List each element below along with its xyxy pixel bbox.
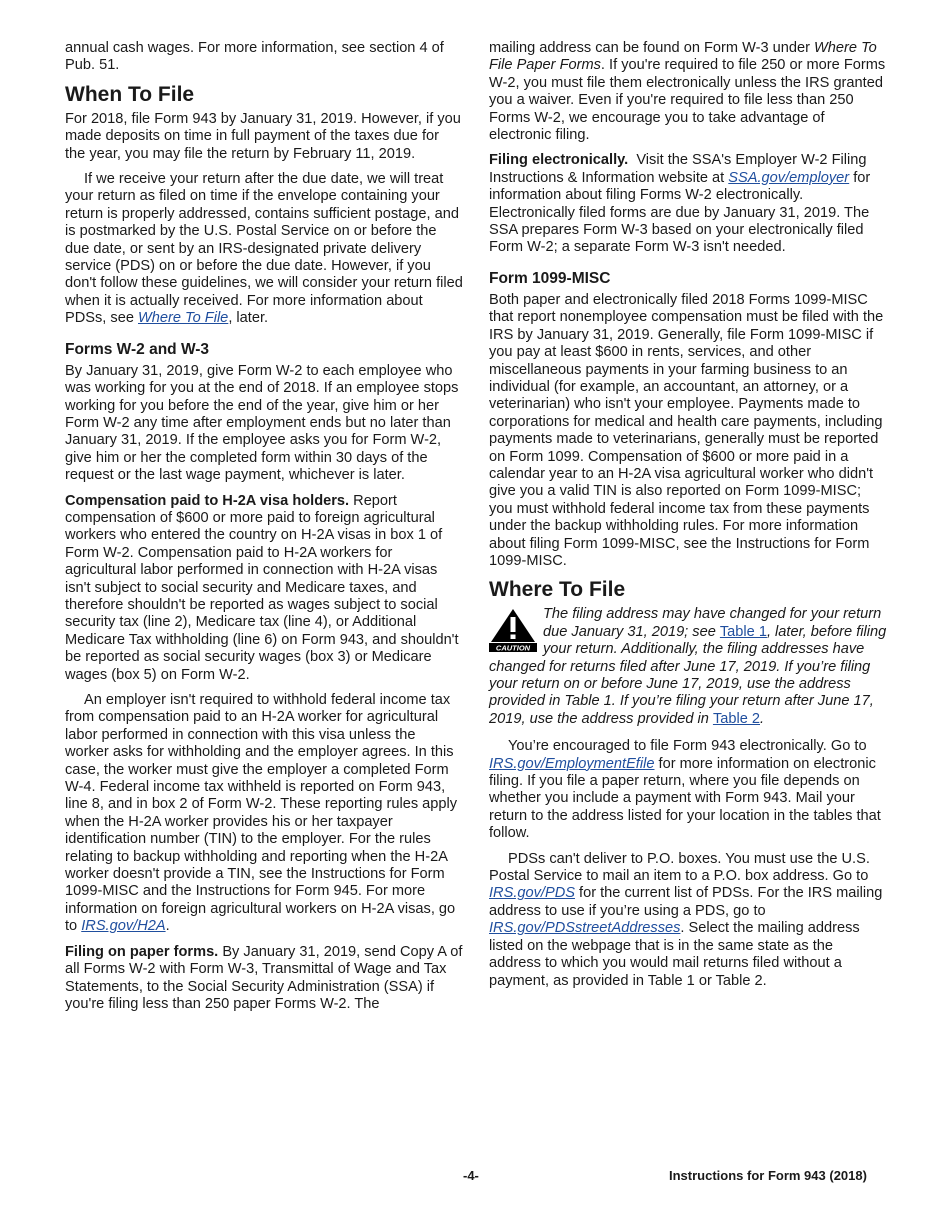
form-1099-misc-heading: Form 1099-MISC: [489, 269, 611, 287]
irs-pds-link[interactable]: IRS.gov/PDS: [489, 885, 575, 902]
svg-text:CAUTION: CAUTION: [495, 643, 531, 653]
table-2-link[interactable]: Table 2: [712, 710, 760, 727]
late-return-paragraph: If we receive your return after the due date, we will treat your return as filed on time if the envelope containing your return is properly addressed, contains sufficient postage, and is postmarked by the U.S. Postal Service on or before the due date, or sent by an IRS-designated private delivery service (PDS) on or before the due date. However, if you don't follow these guidelines, we will consider your return filed when it is actually received. For more information about PDSs, see Where To File, later.: [65, 171, 463, 327]
h2a-runin-heading: Compensation paid to H-2A visa holders.: [65, 492, 350, 509]
paper-forms-paragraph: Filing on paper forms. By January 31, 2019, send Copy A of all Forms W-2 with Form W-3, Transmittal of Wage and Tax Statements, to the Social Security Administration (SSA) if you're filing less than 250 paper Forms W-2. The: [65, 943, 463, 1012]
right-column: [489, 40, 887, 998]
pds-paragraph: PDSs can't deliver to P.O. boxes. You must use the U.S. Postal Service to mail an item to a P.O. box address. Go to IRS.gov/PDS for the current list of PDSs. For the IRS mailing address to use if you’re using a PDS, go to IRS.gov/PDSstreetAddresses. Select the mailing address listed on the webpage that is in the same state as the address to which you would mail returns filed without a payment, as provided in Table 1 or Table 2.: [489, 850, 883, 989]
where-to-file-heading: Where To File: [489, 578, 626, 602]
caution-icon: [489, 608, 537, 652]
irs-h2a-link[interactable]: IRS.gov/H2A: [81, 918, 166, 935]
forms-w2-w3-heading: Forms W-2 and W-3: [65, 340, 210, 358]
forms-w2-paragraph: By January 31, 2019, give Form W-2 to each employee who was working for you at the end of 2018. If an employee stops working for you before the end of the year, give him or her Form W-2 any time after employment ends but no later than January 31, 2019. If the employee asks you for Form W-2, give him or her the completed form within 30 days of the request or the last wage payment, whichever is later.: [65, 362, 459, 484]
paper-forms-runin-heading: Filing on paper forms.: [65, 943, 219, 960]
employer-withholding-paragraph: An employer isn't required to withhold federal income tax from compensation paid to an H-2A worker for agricultural labor performed in connection with this visa unless the worker asks for withholding and the employer agrees. In this case, the worker must give the employer a completed Form W-4. Federal income tax withheld is reported on Form 943, line 8, and in box 2 of Form W-2. These reporting rules apply when the H-2A worker provides his or her taxpayer identification number (TIN) to the employer. For the rules relating to backup withholding and reporting when the H-2A worker doesn't provide a TIN, see the Instructions for Form 1099-MISC and the Instructions for Form 945. For more information on foreign agricultural workers on H-2A visas, go to IRS.gov/H2A.: [65, 692, 458, 935]
ssa-employer-link[interactable]: SSA.gov/employer: [728, 169, 850, 186]
intro-paragraph: annual cash wages. For more information, see section 4 of Pub. 51.: [65, 40, 444, 74]
efile-paragraph: You’re encouraged to file Form 943 electronically. Go to IRS.gov/EmploymentEfile for more information on electronic filing. If you file a paper return, where you file depends on whether you include a payment with Form 943. Mail your return to the address listed for your location in the tables that follow.: [489, 738, 881, 842]
w3-mailing-paragraph: mailing address can be found on Form W-3 under Where To File Paper Forms. If you're required to file 250 or more Forms W-2, you must file them electronically unless the IRS granted you a waiver. Even if you're required to file less than 250 Forms W-2, we encourage you to take advantage of electronic filing.: [489, 40, 886, 144]
when-to-file-paragraph: For 2018, file Form 943 by January 31, 2019. However, if you made deposits on time in full payment of the taxes due for the year, you may file the return by February 11, 2019.: [65, 110, 461, 162]
irs-employment-efile-link[interactable]: IRS.gov/EmploymentEfile: [489, 755, 655, 772]
filing-electronically-runin-heading: Filing electronically.: [489, 152, 629, 169]
form-1099-misc-paragraph: Both paper and electronically filed 2018 Forms 1099-MISC that report nonemployee compensation must be filed with the IRS by January 31, 2019. Generally, file Form 1099-MISC if you pay at least $600 in rents, services, and other miscellaneous payments in your farming business to an individual (for example, an accountant, an attorney, or a veterinarian) who isn't your employee. Payments made to corporations for medical and health care payments, including payments made to veterinarians, generally must be reported on Form 1099. Compensation of $600 or more paid in a calendar year to an H-2A visa agricultural worker who didn't give you a valid TIN is also reported on Form 1099-MISC; you must withhold federal income tax from these payments under the backup withholding rules. For more information about filing Form 1099-MISC, see the Instructions for Form 1099-MISC.: [489, 291, 884, 569]
filing-electronically-paragraph: Filing electronically. Visit the SSA's Employer W-2 Filing Instructions & Information website at SSA.gov/employer for information about filing Forms W-2 electronically. Electronically filed forms are due by January 31, 2019. The SSA prepares Form W-3 based on your electronically filed Form W-2; a separate Form W-3 isn't needed.: [489, 152, 871, 256]
where-to-file-link[interactable]: Where To File: [138, 310, 229, 327]
irs-pds-street-addresses-link[interactable]: IRS.gov/PDSstreetAddresses: [489, 920, 681, 937]
form-reference: Instructions for Form 943 (2018): [669, 1168, 867, 1183]
table-1-link[interactable]: Table 1: [719, 623, 767, 640]
h2a-paragraph: Compensation paid to H-2A visa holders. Report compensation of $600 or more paid to foreign agricultural workers who entered the country on H-2A visas in box 1 of Form W-2. Compensation paid to H-2A workers for agricultural labor performed in connection with H-2A visas isn't subject to social security and Medicare taxes, and therefore shouldn't be reported as wages subject to social security tax (line 2), Medicare tax (line 4), or Additional Medicare Tax withholding (line 6) on Form 943, and shouldn't be reported as social security wages (box 3) or Medicare wages (box 5) on Form W-2.: [65, 492, 459, 683]
left-column: [65, 40, 463, 1021]
caution-note: CAUTION The filing address may have changed for your return due January 31, 2019; see Table 1, later, before filing your return. Additionally, the filing addresses have changed for returns filed after June 17, 2019. If you’re filing your return on or before June 17, 2019, use the address provided in Table 1. If you’re filing your return after June 17, 2019, use the address provided in Table 2.: [489, 606, 887, 727]
page-number: -4-: [463, 1168, 479, 1183]
when-to-file-heading: When To File: [65, 82, 195, 106]
